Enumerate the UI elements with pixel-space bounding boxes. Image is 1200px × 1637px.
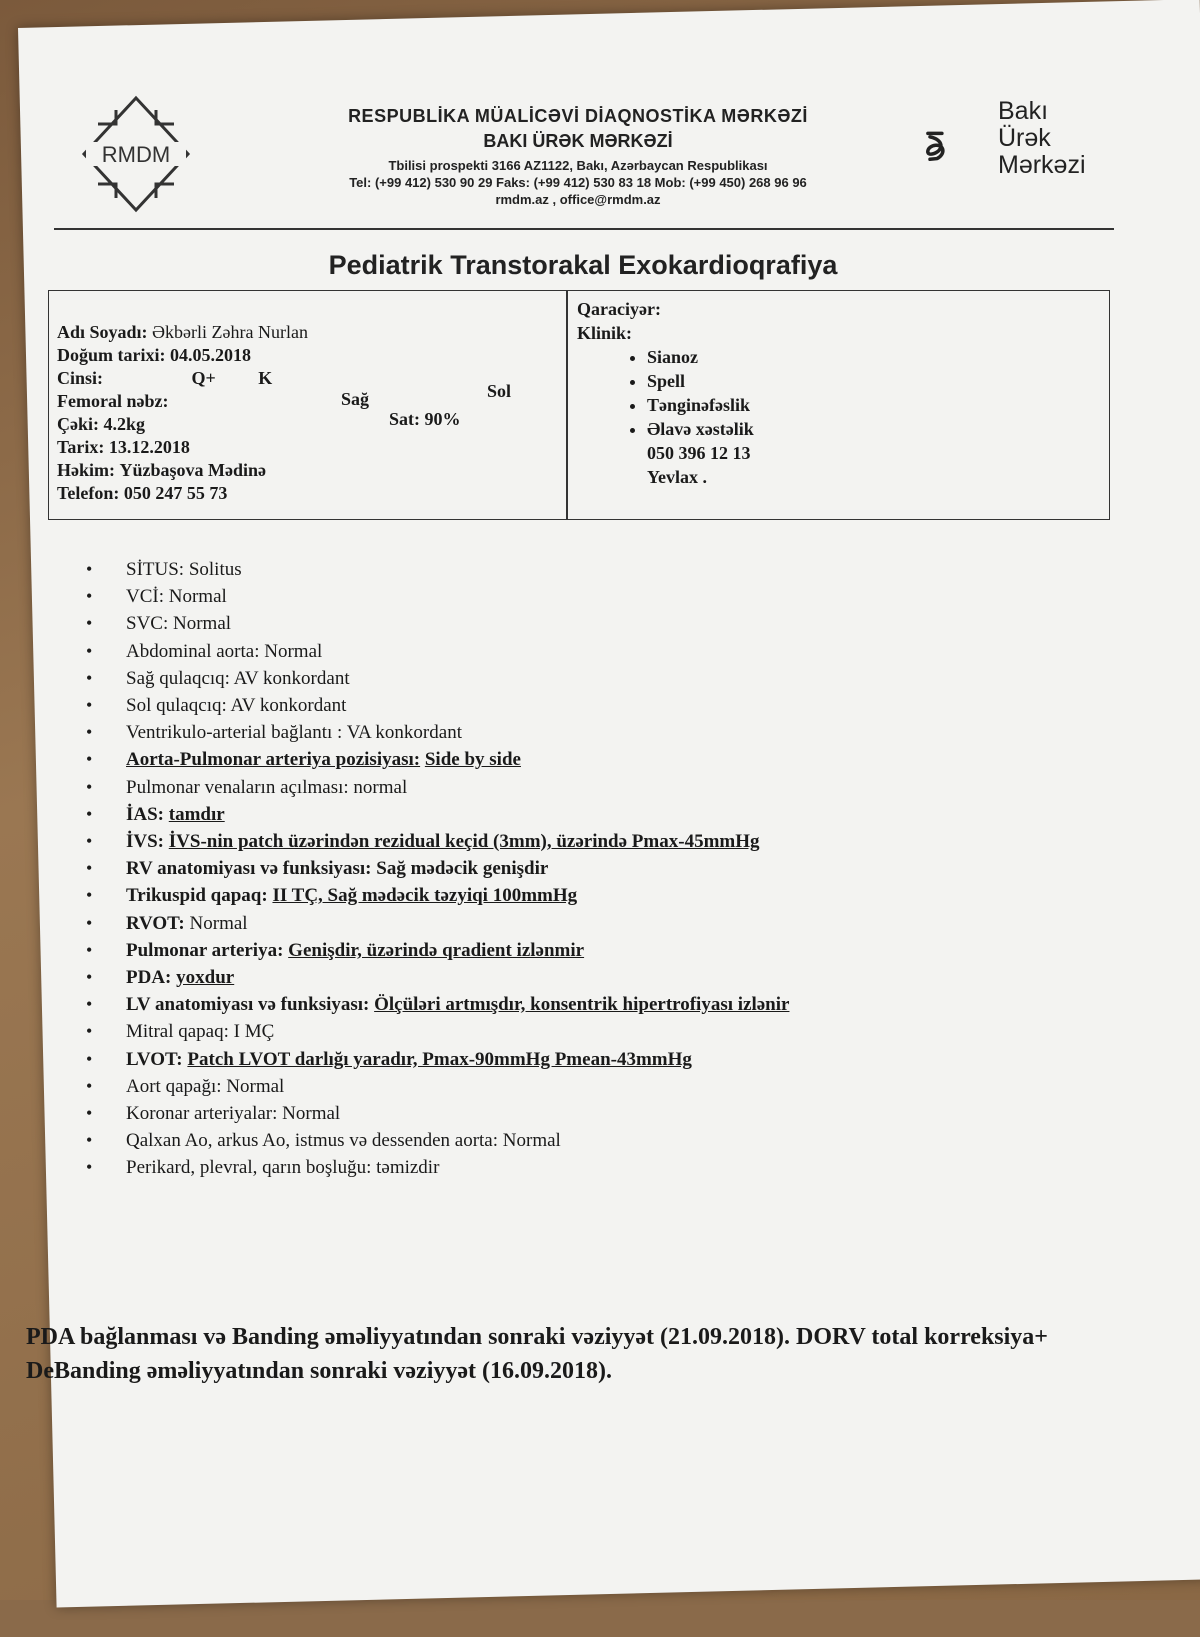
finding-label: Abdominal aorta: [126,640,260,662]
finding-label: PDA: [126,967,172,989]
logo-line-1: Bakı [998,97,1049,125]
weight-value: 4.2kg [103,414,146,434]
finding-label: LV anatomiyası və funksiyası: [126,994,370,1016]
clinical-item: • Tənginəfəslik [647,393,754,417]
finding-value: Normal [226,1075,285,1097]
finding-item [66,638,789,665]
finding-label: Sol qulaqcıq: [126,695,227,717]
name-label: Adı Soyadı: [57,322,148,342]
summary-text: PDA bağlanması və Banding əməliyyatından sonraki vəziyyət (21.09.2018). DORV total korreksiya+ DeBanding əməliyyatından sonraki vəziyyət (16.09.2018). [26,1324,1048,1384]
finding-item [66,964,789,991]
finding-value: AV konkordant [230,695,347,717]
finding-item [66,937,789,964]
finding-label: İVS: [126,831,165,853]
finding-label: Qalxan Ao, arkus Ao, istmus və dessenden aorta: [126,1130,499,1152]
finding-value: Genişdir, üzərində qradient izlənmir [288,939,585,961]
org-web: rmdm.az , office@rmdm.az [495,191,661,207]
finding-value: tamdır [168,803,225,825]
header-divider [54,228,1114,230]
baki-urek-logo-icon [923,98,993,194]
logo-line-2: Ürək [998,124,1051,152]
clinical-item: • Spell [647,369,754,393]
finding-label: LVOT: [126,1048,183,1070]
finding-item [66,910,789,937]
finding-item [66,1100,789,1127]
rmdm-logo [76,94,196,214]
letterhead [238,106,918,207]
sat-value: 90% [424,409,461,429]
femoral-left: Sol [487,381,512,401]
finding-label: İAS: [126,803,165,825]
dob-value: 04.05.2018 [169,345,251,365]
date-value: 13.12.2018 [108,437,190,457]
finding-label: Pulmonar arteriya: [126,939,284,961]
finding-value: Patch LVOT darlığı yaradır, Pmax-90mmHg Pmean-43mmHg [187,1048,692,1070]
finding-item [66,746,789,773]
doctor-label: Həkim: [57,460,115,480]
finding-label: SVC: [125,613,169,635]
femoral-label: Femoral nəbz: [57,391,169,411]
finding-label: Koronar arteriyalar: [126,1103,278,1125]
phone-value: 050 247 55 73 [123,483,228,503]
paper-sheet [18,0,1200,1608]
rmdm-logo-text: RMDM [101,142,171,167]
finding-item [66,774,789,801]
document-title: Pediatrik Transtorakal Exokardioqrafiya [328,250,838,280]
sex-k: K [258,368,273,388]
finding-value: I MÇ [233,1021,275,1043]
finding-item [66,719,789,746]
info-box-divider [566,291,568,519]
sex-q: Q+ [191,368,216,388]
finding-value: Solitus [188,559,242,580]
liver-label: Qaraciyər: [577,299,661,319]
finding-label: RV anatomiyası və funksiyası: [126,858,372,880]
finding-label: SİTUS: [126,559,185,580]
finding-item [66,855,789,882]
finding-label: Sağ qulaqcıq: [126,667,230,689]
finding-value: Side by side [424,749,521,771]
dob-label: Doğum tarixi: [57,345,166,365]
finding-item [66,665,789,692]
finding-item [66,1127,789,1154]
org-subname: BAKI ÜRƏK MƏRKƏZİ [483,131,673,151]
org-contacts: Tel: (+99 412) 530 90 29 Faks: (+99 412) 530 83 18 Mob: (+99 450) 268 96 96 [349,175,807,190]
finding-value: təmizdir [376,1157,440,1179]
findings-list [66,556,789,1182]
patient-info-box [48,290,1110,520]
patient-details [57,321,308,505]
clinical-item: • Sianoz [647,345,754,369]
finding-label: Pulmonar venaların açılması: [126,776,349,798]
finding-item [66,1046,789,1073]
doctor-value: Yüzbaşova Mədinə [119,460,267,480]
finding-value: normal [353,776,408,798]
finding-value: Normal [168,586,227,608]
name-value: Əkbərli Zəhra Nurlan [152,322,308,342]
weight-label: Çəki: [57,414,99,434]
finding-label: Aort qapağı: [126,1075,222,1097]
finding-value: Normal [282,1103,341,1125]
finding-label: Mitral qapaq: [125,1021,229,1043]
femoral-right: Sağ [341,389,370,409]
finding-label: Ventrikulo-arterial bağlantı : [126,722,343,744]
logo-line-3: Mərkəzi [998,151,1086,179]
finding-value: VA konkordant [346,722,462,744]
finding-item [66,692,789,719]
org-address: Tbilisi prospekti 3166 AZ1122, Bakı, Azərbaycan Respublikası [388,158,768,173]
phone-label: Telefon: [57,483,120,503]
org-name: RESPUBLİKA MÜALİCƏVİ DİAQNOSTİKA MƏRKƏZİ [348,106,808,126]
sat-label: Sat: [389,409,420,429]
finding-label: Aorta-Pulmonar arteriya pozisiyası: [126,749,421,771]
clinical-item: • Əlavə xəstəlik [647,417,754,441]
finding-item [66,610,789,637]
finding-item [66,556,789,583]
finding-item [66,583,789,610]
finding-item [66,882,789,909]
finding-value: Normal [502,1130,561,1152]
finding-value: Sağ mədəcik genişdir [376,858,549,880]
extra-phone: 050 396 12 13 [647,443,751,463]
finding-value: yoxdur [176,967,235,989]
finding-label: RVOT: [126,912,185,934]
finding-value: Ölçüləri artmışdır, konsentrik hipertrofiyası izlənir [374,994,790,1016]
clinic-label: Klinik: [577,323,633,343]
finding-item [66,1073,789,1100]
saturation [389,409,461,430]
clinical-details [577,297,754,489]
city: Yevlax . [647,467,707,487]
finding-item [66,1154,789,1181]
finding-label: Trikuspid qapaq: [126,885,268,907]
sex-label: Cinsi: [57,368,104,388]
finding-value: Normal [173,613,232,635]
date-label: Tarix: [57,437,105,457]
finding-value: AV konkordant [233,667,350,689]
finding-label: Perikard, plevral, qarın boşluğu: [126,1157,372,1179]
findings-section [66,556,789,1182]
finding-value: II TÇ, Sağ mədəcik təzyiqi 100mmHg [272,885,578,907]
baki-urek-logo-text [998,98,1086,179]
finding-value: Normal [189,912,248,934]
finding-value: İVS-nin patch üzərindən rezidual keçid (3mm), üzərində Pmax-45mmHg [168,831,760,853]
finding-label: VCİ: [126,586,164,608]
finding-item [66,828,789,855]
finding-item [66,801,789,828]
clinical-list [577,345,754,441]
finding-item [66,1018,789,1045]
finding-item [66,991,789,1018]
finding-value: Normal [264,640,323,662]
